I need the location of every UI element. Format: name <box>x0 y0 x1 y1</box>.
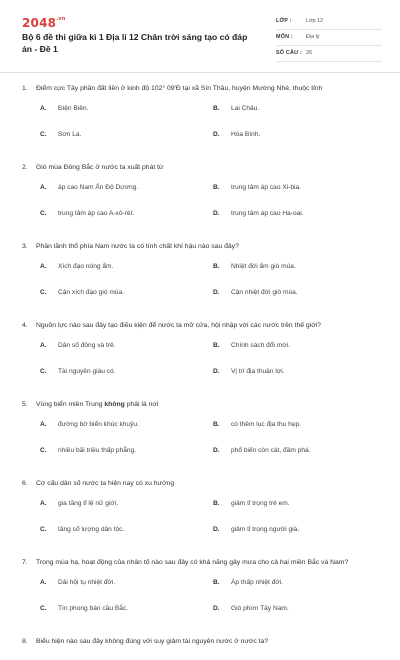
answer-options <box>22 261 382 307</box>
option-letter: A. <box>40 342 47 349</box>
question-item <box>22 556 382 623</box>
option-text: nhiều bãi triều thấp phẳng. <box>58 447 137 454</box>
option-text: Tín phong bán cầu Bắc. <box>58 605 129 612</box>
answer-options <box>22 498 382 544</box>
answer-option-c[interactable] <box>40 603 210 615</box>
option-text: Chính sách đổi mới. <box>231 342 290 349</box>
option-text: Lai Châu. <box>231 105 260 112</box>
meta-label: MÔN : <box>276 34 293 40</box>
answer-option-d[interactable] <box>213 366 383 378</box>
answer-option-d[interactable] <box>213 524 383 536</box>
meta-value: Địa lý <box>306 34 320 40</box>
answer-option-c[interactable] <box>40 524 210 536</box>
option-text: Dải hội tụ nhiệt đới. <box>58 579 116 586</box>
logo-main: 2048 <box>22 16 57 30</box>
answer-option-d[interactable] <box>213 287 383 299</box>
answer-options <box>22 103 382 149</box>
option-letter: D. <box>213 210 220 217</box>
question-item <box>22 319 382 386</box>
option-text: gia tăng tỉ lệ nữ giới. <box>58 500 119 507</box>
question-number: 6. <box>22 480 28 487</box>
option-letter: C. <box>40 131 47 138</box>
option-letter: D. <box>213 131 220 138</box>
option-letter: A. <box>40 105 47 112</box>
question-number: 1. <box>22 85 28 92</box>
answer-option-a[interactable] <box>40 419 210 431</box>
option-text: Sơn La. <box>58 131 82 138</box>
option-letter: C. <box>40 289 47 296</box>
answer-options <box>22 340 382 386</box>
option-text: phổ biến còn cát, đầm phá. <box>231 447 311 454</box>
answer-option-c[interactable] <box>40 445 210 457</box>
answer-option-a[interactable] <box>40 340 210 352</box>
option-letter: D. <box>213 289 220 296</box>
question-item <box>22 635 382 648</box>
answer-option-b[interactable] <box>213 498 383 510</box>
question-item <box>22 82 382 149</box>
answer-options <box>22 419 382 465</box>
answer-option-d[interactable] <box>213 208 383 220</box>
logo-suffix: .vn <box>56 16 66 22</box>
meta-row-subject <box>276 30 382 46</box>
question-number: 8. <box>22 638 28 645</box>
question-text: Cơ cấu dân số nước ta hiện nay có xu hướng <box>36 480 175 487</box>
option-letter: B. <box>213 263 220 270</box>
question-text: Gió mùa Đông Bắc ở nước ta xuất phát từ <box>36 164 164 171</box>
question-number: 7. <box>22 559 28 566</box>
answer-option-a[interactable] <box>40 498 210 510</box>
option-text: có thềm lục địa thu hẹp. <box>231 421 302 428</box>
answer-option-a[interactable] <box>40 577 210 589</box>
option-text: Tài nguyên giàu có. <box>58 368 116 375</box>
question-text: Điểm cực Tây phần đất liền ở kinh độ 102° 09'Đ tại xã Sín Thầu, huyện Mường Nhé, thuộc tỉnh <box>36 85 323 92</box>
question-item <box>22 398 382 465</box>
option-text: tăng số lượng dân tộc. <box>58 526 125 533</box>
option-text: trung tâm áp cao Ha-oai. <box>231 210 304 217</box>
answer-option-b[interactable] <box>213 419 383 431</box>
option-text: đường bờ biển khúc khuỷu. <box>58 421 139 428</box>
option-letter: C. <box>40 447 47 454</box>
answer-option-a[interactable] <box>40 103 210 115</box>
option-letter: A. <box>40 500 47 507</box>
answer-options <box>22 182 382 228</box>
answer-option-d[interactable] <box>213 129 383 141</box>
answer-option-d[interactable] <box>213 445 383 457</box>
option-letter: A. <box>40 184 47 191</box>
meta-label: LỚP : <box>276 18 292 24</box>
question-number: 5. <box>22 401 28 408</box>
question-text-part: Vùng biển miền Trung <box>36 401 105 408</box>
option-text: Vị trí địa thuận lợi. <box>231 368 285 375</box>
option-text: Dân số đông và trẻ. <box>58 342 116 349</box>
option-letter: B. <box>213 500 220 507</box>
option-letter: C. <box>40 605 47 612</box>
page-header <box>22 14 382 66</box>
question-item <box>22 477 382 544</box>
answer-option-c[interactable] <box>40 129 210 141</box>
question-number: 2. <box>22 164 28 171</box>
question-number: 4. <box>22 322 28 329</box>
answer-options <box>22 577 382 623</box>
option-text: Cận xích đạo gió mùa. <box>58 289 124 296</box>
answer-option-b[interactable] <box>213 340 383 352</box>
question-item <box>22 161 382 228</box>
meta-row-class <box>276 14 382 30</box>
option-letter: B. <box>213 342 220 349</box>
option-letter: B. <box>213 421 220 428</box>
question-number: 3. <box>22 243 28 250</box>
option-letter: D. <box>213 368 220 375</box>
question-text-part: phải là nơi <box>124 401 159 408</box>
answer-option-b[interactable] <box>213 577 383 589</box>
option-letter: A. <box>40 421 47 428</box>
option-letter: D. <box>213 447 220 454</box>
option-text: giảm tỉ trọng trẻ em. <box>231 500 290 507</box>
answer-option-a[interactable] <box>40 182 210 194</box>
question-text: Phần lãnh thổ phía Nam nước ta có tính chất khí hậu nào sau đây? <box>36 243 239 250</box>
option-text: trung tâm áp cao A-xô-rét. <box>58 210 135 217</box>
header-divider <box>0 72 400 73</box>
site-logo[interactable] <box>22 16 66 30</box>
option-letter: D. <box>213 526 220 533</box>
meta-label: SỐ CÂU : <box>276 50 302 56</box>
answer-option-a[interactable] <box>40 261 210 273</box>
option-text: áp cao Nam Ấn Độ Dương. <box>58 184 139 191</box>
answer-option-c[interactable] <box>40 208 210 220</box>
answer-option-b[interactable] <box>213 182 383 194</box>
option-text: Gió phơn Tây Nam. <box>231 605 289 612</box>
meta-value: 26 <box>306 50 312 56</box>
page-title: Bộ 6 đề thi giữa kì 1 Địa lí 12 Chân trời sáng tạo có đáp án - Đề 1 <box>22 32 248 54</box>
question-list <box>22 82 382 660</box>
answer-option-c[interactable] <box>40 366 210 378</box>
option-letter: B. <box>213 184 220 191</box>
option-letter: C. <box>40 210 47 217</box>
answer-option-b[interactable] <box>213 261 383 273</box>
option-text: giảm tỉ trọng người già. <box>231 526 300 533</box>
option-text: Xích đạo nóng ẩm. <box>58 263 114 270</box>
meta-row-count <box>276 46 382 62</box>
option-letter: A. <box>40 579 47 586</box>
question-text: Trong mùa hạ, hoạt động của nhân tố nào sau đây có khả năng gây mưa cho cả hai miền Bắc và Nam? <box>36 559 349 566</box>
option-text: Hòa Bình. <box>231 131 261 138</box>
option-text: Điện Biên. <box>58 105 89 112</box>
question-text: Nguồn lực nào sau đây tạo điều kiện để nước ta mở cửa, hội nhập với các nước trên thế giới? <box>36 322 321 329</box>
option-letter: A. <box>40 263 47 270</box>
question-item <box>22 240 382 307</box>
question-text <box>36 401 158 408</box>
option-letter: B. <box>213 579 220 586</box>
answer-option-c[interactable] <box>40 287 210 299</box>
exam-meta <box>276 14 382 62</box>
option-text: Cận nhiệt đới gió mùa. <box>231 289 298 296</box>
option-text: Nhiệt đới ẩm gió mùa. <box>231 263 296 270</box>
meta-value: Lớp 12 <box>306 18 324 24</box>
answer-option-d[interactable] <box>213 603 383 615</box>
emphasis-text: không <box>104 401 125 408</box>
option-letter: C. <box>40 526 47 533</box>
question-text: Biểu hiện nào sau đây không đúng với suy giảm tài nguyên nước ở nước ta? <box>36 638 269 645</box>
option-letter: B. <box>213 105 220 112</box>
option-text: trung tâm áp cao Xi-bia. <box>231 184 302 191</box>
option-letter: D. <box>213 605 220 612</box>
option-text: Áp thấp nhiệt đới. <box>231 579 283 586</box>
option-letter: C. <box>40 368 47 375</box>
answer-option-b[interactable] <box>213 103 383 115</box>
